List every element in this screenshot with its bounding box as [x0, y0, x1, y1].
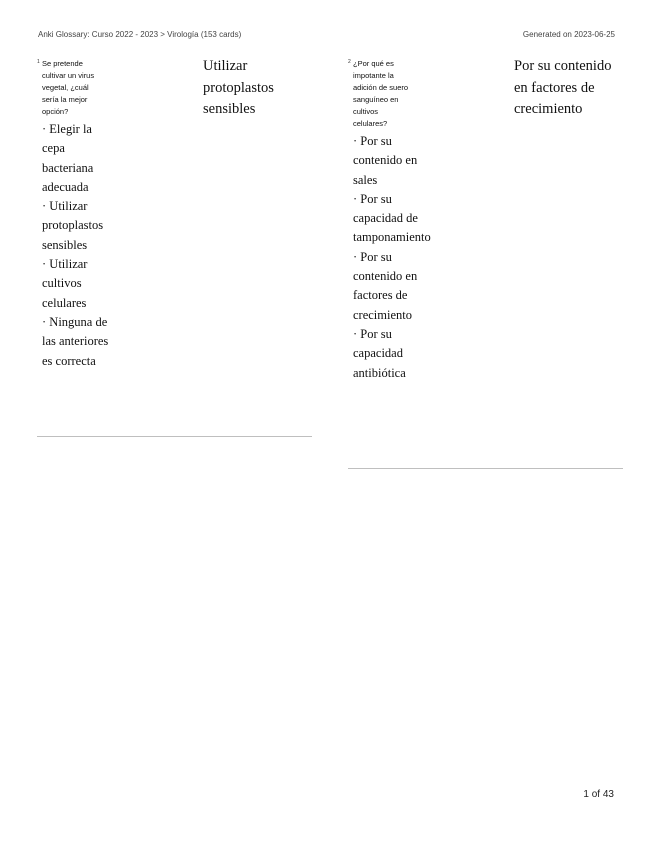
options-list	[353, 132, 437, 383]
option-item: · Elegir la cepa bacteriana adecuada	[42, 122, 94, 194]
card-number: 2	[348, 59, 351, 65]
option-item: · Ninguna de las anteriores es correcta	[42, 314, 109, 368]
option-item: · Utilizar protoplastos sensibles	[42, 199, 104, 252]
option-item: · Por su contenido en sales	[353, 134, 418, 187]
answer-text: Por su contenido en factores de crecimiento	[514, 58, 612, 117]
option-item: · Por su contenido en factores de crecimiento	[353, 249, 418, 322]
glossary-title: Anki Glossary: Curso 2022 - 2023 > Virología (153 cards)	[38, 30, 242, 39]
card-divider	[348, 468, 623, 469]
card-number: 1	[37, 59, 40, 65]
option-item: · Por su capacidad antibiótica	[353, 326, 406, 380]
options-list	[42, 120, 110, 371]
question-column	[37, 58, 107, 371]
question-text: Se pretende cultivar un virus vegetal, ¿cuál sería la mejor opción?	[42, 59, 95, 116]
question-column	[348, 58, 431, 383]
card-divider	[37, 436, 312, 437]
option-item: · Utilizar cultivos celulares	[42, 257, 88, 310]
page-number: 1 of 43	[583, 789, 614, 800]
option-item: · Por su capacidad de tamponamiento	[353, 191, 431, 245]
answer-text: Utilizar protoplastos sensibles	[203, 58, 274, 117]
generated-date: Generated on 2023-06-25	[522, 30, 615, 39]
question-text: ¿Por qué es impotante la adición de suero sanguíneo en cultivos celulares?	[353, 59, 409, 128]
